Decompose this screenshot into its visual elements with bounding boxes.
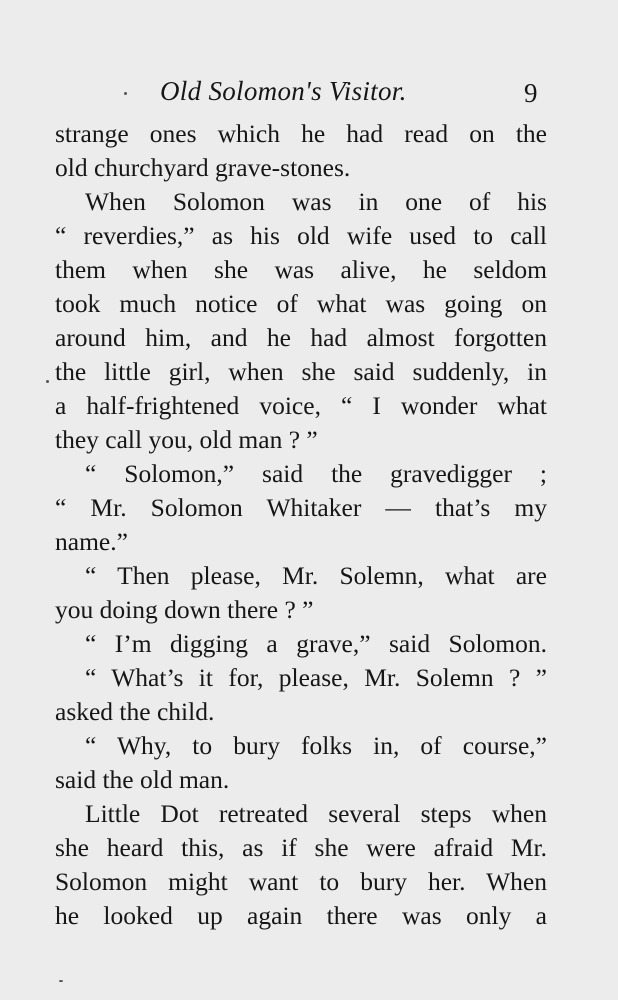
- text-line: Little Dot retreated several steps when: [85, 799, 547, 828]
- text-line: around him, and he had almost forgotten: [55, 323, 547, 352]
- text-line: “ Then please, Mr. Solemn, what are: [85, 561, 547, 590]
- text-line: “ Solomon,” said the gravedigger ;: [85, 459, 547, 488]
- running-head-title: Old Solomon's Visitor.: [160, 76, 407, 106]
- print-speck: [59, 980, 63, 982]
- print-speck: [124, 92, 127, 95]
- text-line: the little girl, when she said suddenly, in: [55, 357, 547, 386]
- text-line: “ I’m digging a grave,” said Solomon.: [85, 629, 547, 658]
- page-number: 9: [524, 78, 538, 108]
- text-line: old churchyard grave-stones.: [55, 153, 351, 182]
- text-line: Solomon might want to bury her. When: [55, 867, 547, 896]
- text-line: asked the child.: [55, 697, 215, 726]
- text-line: took much notice of what was going on: [55, 289, 547, 318]
- text-line: When Solomon was in one of his: [85, 187, 547, 216]
- text-line: “ Why, to bury folks in, of course,”: [85, 731, 547, 760]
- text-line: she heard this, as if she were afraid Mr.: [55, 833, 547, 862]
- text-line: “ Mr. Solomon Whitaker — that’s my: [55, 493, 547, 522]
- body-text: [55, 117, 547, 933]
- running-head: [0, 72, 618, 112]
- print-speck: [46, 380, 49, 383]
- text-line: they call you, old man ? ”: [55, 425, 318, 454]
- text-line: you doing down there ? ”: [55, 595, 314, 624]
- text-line: he looked up again there was only a: [55, 901, 547, 930]
- text-line: strange ones which he had read on the: [55, 119, 547, 148]
- text-line: a half-frightened voice, “ I wonder what: [55, 391, 547, 420]
- text-line: name.”: [55, 527, 128, 556]
- text-line: them when she was alive, he seldom: [55, 255, 547, 284]
- text-line: said the old man.: [55, 765, 230, 794]
- text-line: “ What’s it for, please, Mr. Solemn ? ”: [85, 663, 547, 692]
- text-line: “ reverdies,” as his old wife used to call: [55, 221, 547, 250]
